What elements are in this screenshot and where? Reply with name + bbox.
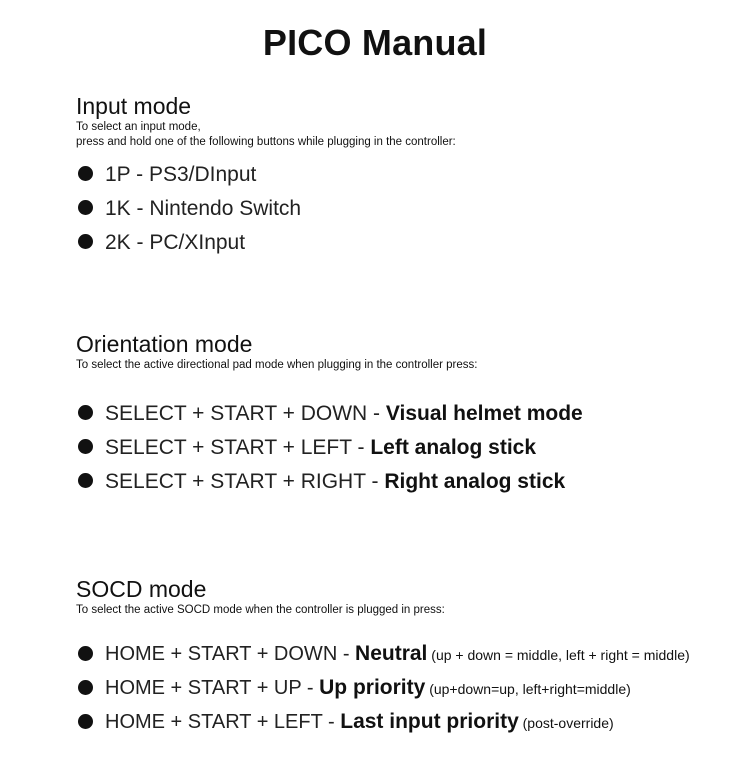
input-mode-desc-line-1: To select an input mode, [76, 121, 201, 133]
button-combo: SELECT + START + DOWN - [105, 402, 386, 425]
input-mode-option: 1P - PS3/DInput [105, 163, 257, 186]
mode-result: Neutral [355, 642, 428, 665]
bullet-icon [78, 439, 93, 454]
orientation-mode-heading: Orientation mode [76, 331, 253, 357]
input-mode-section [76, 92, 746, 254]
bullet-icon [78, 714, 93, 729]
bullet-icon [78, 166, 93, 181]
orientation-mode-description [76, 358, 746, 373]
bullet-icon [78, 473, 93, 488]
socd-mode-desc-line: To select the active SOCD mode when the controller is plugged in press: [76, 604, 445, 616]
list-item [76, 465, 750, 499]
bullet-icon [78, 234, 93, 249]
bullet-icon [78, 200, 93, 215]
list-item [76, 226, 750, 260]
mode-result: Up priority [319, 676, 426, 699]
button-combo: HOME + START + DOWN - [105, 643, 356, 665]
button-combo: HOME + START + UP - [105, 677, 320, 699]
button-combo: HOME + START + LEFT - [105, 711, 341, 733]
socd-mode-description [76, 603, 746, 618]
bullet-icon [78, 646, 93, 661]
list-item [76, 705, 750, 739]
mode-result: Right analog stick [384, 470, 566, 493]
list-item [76, 158, 750, 192]
bullet-icon [78, 680, 93, 695]
socd-mode-section [76, 575, 746, 733]
bullet-icon [78, 405, 93, 420]
list-item [76, 192, 750, 226]
orientation-mode-list [76, 397, 750, 499]
page-title: PICO Manual [262, 22, 488, 63]
input-mode-description [76, 120, 746, 150]
orientation-mode-desc-line: To select the active directional pad mode when plugging in the controller press: [76, 359, 478, 371]
input-mode-list [76, 158, 750, 260]
mode-result: Left analog stick [370, 436, 537, 459]
input-mode-option: 1K - Nintendo Switch [105, 197, 302, 220]
socd-mode-list [76, 637, 750, 739]
list-item [76, 431, 750, 465]
mode-note: (post-override) [518, 715, 614, 731]
list-item [76, 637, 750, 671]
input-mode-heading: Input mode [76, 93, 192, 119]
input-mode-desc-line-2: press and hold one of the following buttons while plugging in the controller: [76, 136, 456, 148]
list-item [76, 671, 750, 705]
mode-result: Visual helmet mode [385, 402, 583, 425]
mode-note: (up + down = middle, left + right = middle) [427, 647, 690, 663]
button-combo: SELECT + START + RIGHT - [105, 470, 385, 493]
mode-result: Last input priority [340, 710, 519, 733]
orientation-mode-section [76, 330, 746, 493]
list-item [76, 397, 750, 431]
button-combo: SELECT + START + LEFT - [105, 436, 371, 459]
input-mode-option: 2K - PC/XInput [105, 231, 246, 254]
socd-mode-heading: SOCD mode [76, 576, 207, 602]
mode-note: (up+down=up, left+right=middle) [425, 681, 631, 697]
